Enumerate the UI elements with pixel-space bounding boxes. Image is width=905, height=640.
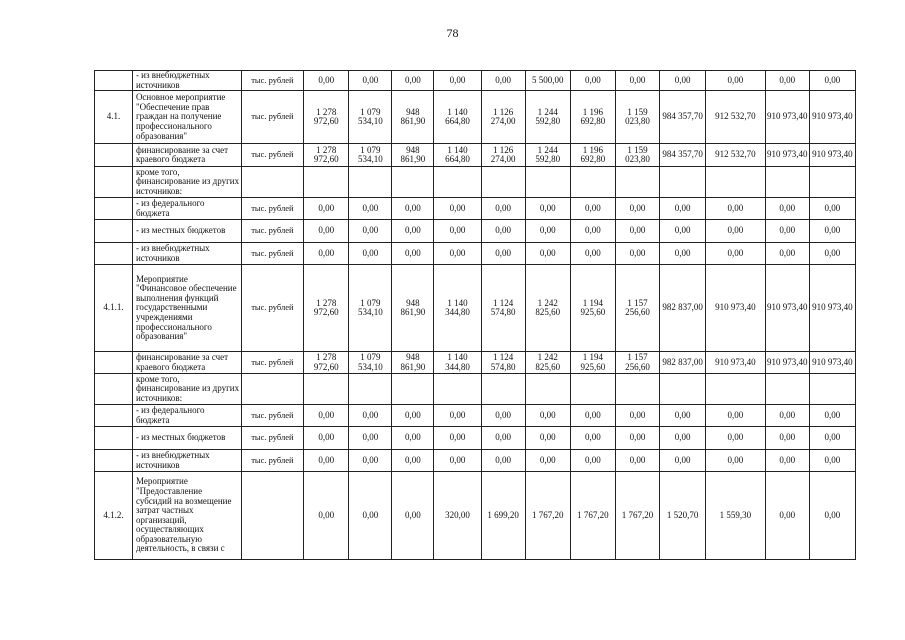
value-cell: 0,00 <box>481 220 525 243</box>
value-cell: 5 500,00 <box>525 71 570 91</box>
value-cell <box>434 374 481 405</box>
value-cell: 1 157 256,60 <box>615 265 659 352</box>
value-cell: 0,00 <box>434 243 481 265</box>
value-cell: 1 079 534,10 <box>349 265 392 352</box>
value-cell: 0,00 <box>481 405 525 427</box>
value-cell: 0,00 <box>349 450 392 472</box>
value-cell: 1 767,20 <box>570 472 615 560</box>
value-cell: 910 973,40 <box>809 91 855 144</box>
value-cell: 1 196 692,80 <box>570 144 615 167</box>
row-code <box>95 144 133 167</box>
value-cell: 0,00 <box>809 243 855 265</box>
value-cell <box>481 374 525 405</box>
value-cell: 910 973,40 <box>809 352 855 374</box>
value-cell: 0,00 <box>434 198 481 220</box>
value-cell <box>570 374 615 405</box>
value-cell: 1 124 574,80 <box>481 265 525 352</box>
value-cell: 0,00 <box>660 427 706 450</box>
page-number: 78 <box>446 26 459 40</box>
value-cell <box>304 374 349 405</box>
table-row <box>95 427 856 450</box>
row-code <box>95 198 133 220</box>
table-row <box>95 91 856 144</box>
value-cell: 0,00 <box>525 198 570 220</box>
value-cell <box>706 374 765 405</box>
value-cell: 948 861,90 <box>392 265 434 352</box>
value-cell: 0,00 <box>525 427 570 450</box>
value-cell: 1 520,70 <box>660 472 706 560</box>
value-cell: 0,00 <box>615 243 659 265</box>
row-unit: тыс. рублей <box>241 450 304 472</box>
value-cell: 0,00 <box>570 450 615 472</box>
value-cell: 0,00 <box>809 427 855 450</box>
value-cell: 1 159 023,80 <box>615 91 659 144</box>
value-cell: 1 194 925,60 <box>570 352 615 374</box>
value-cell: 0,00 <box>615 405 659 427</box>
row-name: финансирование за счет краевого бюджета <box>132 144 241 167</box>
value-cell: 0,00 <box>481 427 525 450</box>
value-cell: 320,00 <box>434 472 481 560</box>
row-code: 4.1.2. <box>95 472 133 560</box>
value-cell <box>809 167 855 198</box>
row-code <box>95 450 133 472</box>
row-code <box>95 243 133 265</box>
value-cell <box>349 374 392 405</box>
table-row <box>95 198 856 220</box>
value-cell: 0,00 <box>392 472 434 560</box>
row-name: - из местных бюджетов <box>132 220 241 243</box>
value-cell: 0,00 <box>392 243 434 265</box>
value-cell: 0,00 <box>660 450 706 472</box>
value-cell <box>615 374 659 405</box>
value-cell: 1 699,20 <box>481 472 525 560</box>
value-cell: 0,00 <box>660 243 706 265</box>
value-cell: 0,00 <box>349 220 392 243</box>
value-cell: 1 079 534,10 <box>349 91 392 144</box>
value-cell <box>660 167 706 198</box>
value-cell: 0,00 <box>765 220 809 243</box>
value-cell: 0,00 <box>304 220 349 243</box>
value-cell <box>570 167 615 198</box>
table-row <box>95 71 856 91</box>
value-cell: 910 973,40 <box>765 265 809 352</box>
value-cell: 1 124 574,80 <box>481 352 525 374</box>
value-cell: 0,00 <box>570 198 615 220</box>
value-cell: 0,00 <box>392 427 434 450</box>
value-cell: 0,00 <box>349 198 392 220</box>
value-cell <box>434 167 481 198</box>
row-unit: тыс. рублей <box>241 144 304 167</box>
value-cell: 948 861,90 <box>392 91 434 144</box>
table-row <box>95 265 856 352</box>
row-name: - из федерального бюджета <box>132 198 241 220</box>
row-code <box>95 405 133 427</box>
row-unit <box>241 167 304 198</box>
row-unit <box>241 472 304 560</box>
value-cell: 1 767,20 <box>525 472 570 560</box>
value-cell: 0,00 <box>525 405 570 427</box>
value-cell: 0,00 <box>304 243 349 265</box>
value-cell: 0,00 <box>570 220 615 243</box>
row-code <box>95 220 133 243</box>
value-cell: 1 140 664,80 <box>434 91 481 144</box>
value-cell: 0,00 <box>706 71 765 91</box>
row-unit: тыс. рублей <box>241 427 304 450</box>
value-cell: 0,00 <box>809 220 855 243</box>
value-cell: 910 973,40 <box>706 352 765 374</box>
value-cell: 0,00 <box>615 450 659 472</box>
value-cell: 0,00 <box>349 243 392 265</box>
value-cell: 1 157 256,60 <box>615 352 659 374</box>
row-code: 4.1.1. <box>95 265 133 352</box>
value-cell: 0,00 <box>706 243 765 265</box>
value-cell: 0,00 <box>706 198 765 220</box>
table-row <box>95 220 856 243</box>
value-cell: 0,00 <box>660 71 706 91</box>
value-cell: 1 559,30 <box>706 472 765 560</box>
row-name: кроме того, финансирование из других источников: <box>132 167 241 198</box>
value-cell: 1 079 534,10 <box>349 144 392 167</box>
value-cell: 0,00 <box>615 198 659 220</box>
value-cell: 910 973,40 <box>765 352 809 374</box>
value-cell: 0,00 <box>349 71 392 91</box>
value-cell <box>349 167 392 198</box>
value-cell: 1 140 664,80 <box>434 144 481 167</box>
value-cell: 0,00 <box>304 450 349 472</box>
row-name: - из внебюджетных источников <box>132 71 241 91</box>
value-cell: 982 837,00 <box>660 352 706 374</box>
value-cell: 0,00 <box>706 427 765 450</box>
value-cell: 0,00 <box>304 405 349 427</box>
value-cell: 948 861,90 <box>392 352 434 374</box>
value-cell: 0,00 <box>349 405 392 427</box>
table-row <box>95 405 856 427</box>
value-cell: 1 242 825,60 <box>525 352 570 374</box>
row-unit: тыс. рублей <box>241 220 304 243</box>
value-cell: 0,00 <box>392 71 434 91</box>
value-cell: 0,00 <box>660 220 706 243</box>
value-cell: 0,00 <box>481 71 525 91</box>
value-cell: 0,00 <box>434 220 481 243</box>
value-cell: 1 244 592,80 <box>525 144 570 167</box>
value-cell: 912 532,70 <box>706 91 765 144</box>
row-unit: тыс. рублей <box>241 265 304 352</box>
table-row <box>95 243 856 265</box>
value-cell: 0,00 <box>525 450 570 472</box>
row-name: Мероприятие "Предоставление субсидий на возмещение затрат частных организаций, осуществляющих образовательную деятельность, в связи с <box>132 472 241 560</box>
value-cell <box>525 374 570 405</box>
row-name: - из внебюджетных источников <box>132 450 241 472</box>
table-row <box>95 472 856 560</box>
value-cell <box>765 374 809 405</box>
value-cell: 0,00 <box>392 220 434 243</box>
value-cell <box>615 167 659 198</box>
value-cell: 0,00 <box>525 243 570 265</box>
value-cell <box>765 167 809 198</box>
value-cell: 910 973,40 <box>809 265 855 352</box>
value-cell: 1 079 534,10 <box>349 352 392 374</box>
value-cell: 912 532,70 <box>706 144 765 167</box>
value-cell: 1 278 972,60 <box>304 352 349 374</box>
value-cell: 1 126 274,00 <box>481 91 525 144</box>
row-name: финансирование за счет краевого бюджета <box>132 352 241 374</box>
value-cell: 0,00 <box>481 198 525 220</box>
value-cell: 0,00 <box>570 427 615 450</box>
value-cell: 0,00 <box>706 220 765 243</box>
value-cell: 1 196 692,80 <box>570 91 615 144</box>
row-unit: тыс. рублей <box>241 91 304 144</box>
value-cell: 1 278 972,60 <box>304 144 349 167</box>
value-cell: 0,00 <box>304 427 349 450</box>
value-cell: 0,00 <box>765 198 809 220</box>
value-cell: 0,00 <box>765 71 809 91</box>
row-code <box>95 427 133 450</box>
value-cell: 0,00 <box>660 405 706 427</box>
value-cell: 910 973,40 <box>706 265 765 352</box>
row-unit: тыс. рублей <box>241 405 304 427</box>
value-cell: 1 140 344,80 <box>434 265 481 352</box>
value-cell: 0,00 <box>706 405 765 427</box>
row-name: Основное мероприятие "Обеспечение прав граждан на получение профессионального образования" <box>132 91 241 144</box>
value-cell: 1 194 925,60 <box>570 265 615 352</box>
value-cell: 0,00 <box>434 450 481 472</box>
value-cell: 0,00 <box>304 472 349 560</box>
value-cell: 984 357,70 <box>660 144 706 167</box>
value-cell: 0,00 <box>570 405 615 427</box>
value-cell: 0,00 <box>434 71 481 91</box>
value-cell: 0,00 <box>765 243 809 265</box>
row-code <box>95 352 133 374</box>
table-row <box>95 450 856 472</box>
value-cell: 0,00 <box>392 450 434 472</box>
row-name: - из местных бюджетов <box>132 427 241 450</box>
row-unit: тыс. рублей <box>241 71 304 91</box>
row-name: - из федерального бюджета <box>132 405 241 427</box>
row-code <box>95 71 133 91</box>
value-cell: 982 837,00 <box>660 265 706 352</box>
value-cell: 1 244 592,80 <box>525 91 570 144</box>
value-cell: 0,00 <box>349 472 392 560</box>
value-cell: 0,00 <box>304 198 349 220</box>
value-cell: 984 357,70 <box>660 91 706 144</box>
row-code <box>95 374 133 405</box>
value-cell: 910 973,40 <box>765 91 809 144</box>
value-cell <box>304 167 349 198</box>
value-cell: 1 126 274,00 <box>481 144 525 167</box>
value-cell <box>481 167 525 198</box>
value-cell: 0,00 <box>481 450 525 472</box>
value-cell: 0,00 <box>570 243 615 265</box>
row-unit: тыс. рублей <box>241 352 304 374</box>
value-cell: 0,00 <box>809 472 855 560</box>
value-cell: 0,00 <box>615 220 659 243</box>
value-cell <box>809 374 855 405</box>
value-cell: 0,00 <box>809 405 855 427</box>
value-cell: 0,00 <box>809 71 855 91</box>
value-cell: 948 861,90 <box>392 144 434 167</box>
value-cell: 0,00 <box>615 427 659 450</box>
value-cell: 0,00 <box>434 405 481 427</box>
value-cell: 0,00 <box>765 472 809 560</box>
value-cell: 0,00 <box>706 450 765 472</box>
value-cell: 910 973,40 <box>809 144 855 167</box>
table-row <box>95 374 856 405</box>
row-code: 4.1. <box>95 91 133 144</box>
value-cell: 0,00 <box>765 450 809 472</box>
row-name: кроме того, финансирование из других источников: <box>132 374 241 405</box>
row-unit: тыс. рублей <box>241 243 304 265</box>
value-cell: 1 278 972,60 <box>304 91 349 144</box>
value-cell: 0,00 <box>392 405 434 427</box>
value-cell: 0,00 <box>304 71 349 91</box>
value-cell: 1 278 972,60 <box>304 265 349 352</box>
value-cell: 0,00 <box>615 71 659 91</box>
value-cell: 0,00 <box>660 198 706 220</box>
value-cell: 0,00 <box>525 220 570 243</box>
value-cell: 0,00 <box>481 243 525 265</box>
row-code <box>95 167 133 198</box>
table-row <box>95 352 856 374</box>
value-cell: 0,00 <box>765 405 809 427</box>
value-cell: 0,00 <box>392 198 434 220</box>
table-row <box>95 144 856 167</box>
value-cell: 1 242 825,60 <box>525 265 570 352</box>
row-name: Мероприятие "Финансовое обеспечение выполнения функций государственными учреждениями профессионального образования" <box>132 265 241 352</box>
row-unit: тыс. рублей <box>241 198 304 220</box>
budget-table <box>94 70 856 560</box>
value-cell <box>392 167 434 198</box>
table-row <box>95 167 856 198</box>
value-cell: 0,00 <box>434 427 481 450</box>
value-cell: 0,00 <box>570 71 615 91</box>
value-cell: 1 140 344,80 <box>434 352 481 374</box>
value-cell: 1 159 023,80 <box>615 144 659 167</box>
value-cell: 1 767,20 <box>615 472 659 560</box>
value-cell <box>525 167 570 198</box>
value-cell <box>660 374 706 405</box>
row-unit <box>241 374 304 405</box>
row-name: - из внебюджетных источников <box>132 243 241 265</box>
value-cell: 0,00 <box>809 198 855 220</box>
value-cell: 0,00 <box>765 427 809 450</box>
value-cell <box>706 167 765 198</box>
value-cell: 0,00 <box>809 450 855 472</box>
value-cell: 910 973,40 <box>765 144 809 167</box>
value-cell <box>392 374 434 405</box>
value-cell: 0,00 <box>349 427 392 450</box>
